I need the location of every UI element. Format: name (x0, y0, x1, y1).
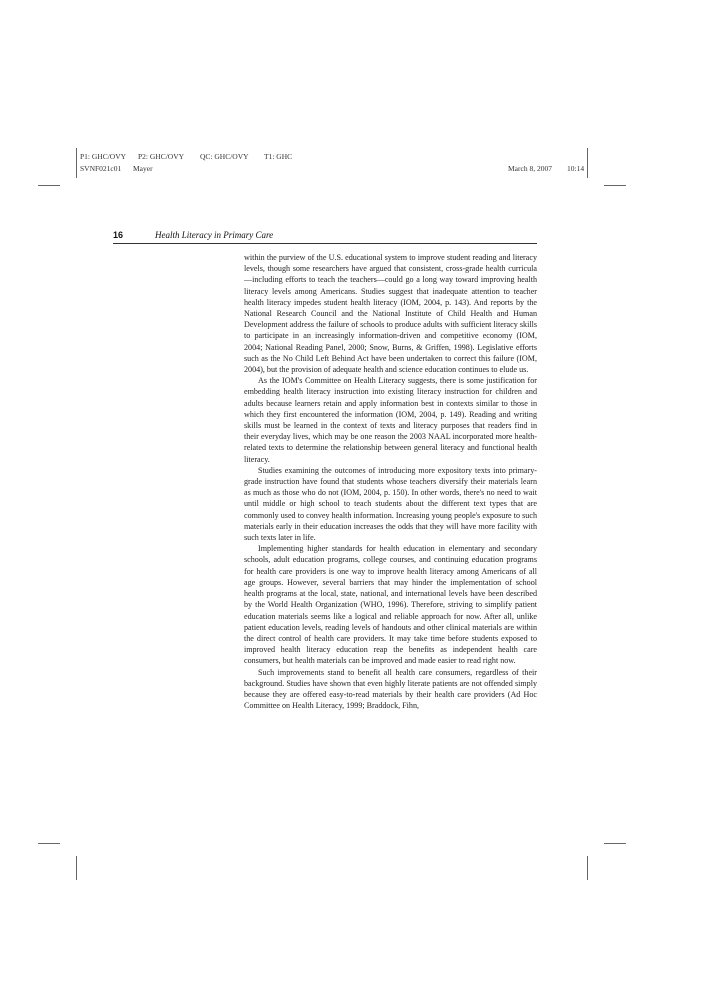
crop-mark-bottom-left-vertical (76, 856, 77, 880)
slug-time: 10:14 (567, 164, 585, 173)
crop-mark-bottom-right-horizontal (604, 843, 626, 844)
slug-t1: T1: GHC (264, 152, 293, 161)
crop-mark-top-right-vertical (587, 148, 588, 178)
crop-mark-bottom-right-vertical (587, 856, 588, 880)
slug-p2: P2: GHC/OVY (138, 152, 185, 161)
crop-mark-bottom-left-horizontal (38, 843, 60, 844)
paragraph-4: Implementing higher standards for health education in elementary and secondary schools, adult education programs, college courses, and continuing education programs for health care providers is one way to improve health literacy among Americans of all age groups. However, several barriers that may hinder the implementation of school health programs at the local, state, national, and international levels have been described by the World Health Organization (WHO, 1996). Therefore, striving to simplify patient education materials seems like a logical and reliable approach for now. After all, unlike patient education levels, reading levels of handouts and other clinical materials are within the direct control of health care providers. It may take time before students exposed to improved health literacy education reap the benefits as independent health care consumers, but health materials can be improved and made easier to read right now. (244, 544, 537, 666)
crop-mark-top-left-horizontal (38, 185, 60, 186)
running-head: Health Literacy in Primary Care (155, 230, 274, 240)
paragraph-2: As the IOM's Committee on Health Literacy suggests, there is some justification for embedding health literacy instruction into existing literacy instruction for children and adults because learners retain and apply information best in contexts similar to those in which they first encountered the information (IOM, 2004, p. 149). Reading and writing skills must be learned in the context of texts and literacy purposes that readers find in their everyday lives, which may be one reason the 2003 NAAL incorporated more health-related texts to determine the relationship between general literacy and functional health literacy. (244, 376, 537, 464)
slug-date: March 8, 2007 (508, 164, 552, 173)
page-number: 16 (113, 230, 124, 240)
paragraph-5: Such improvements stand to benefit all health care consumers, regardless of their background. Studies have shown that even highly literate patients are not offended simply because they are offered easy-to-read materials by their health care providers (Ad Hoc Committee on Health Literacy, 1999; Braddock, Fihn, (244, 667, 537, 711)
body-text (244, 252, 537, 711)
slug-author: Mayer (133, 164, 153, 173)
slug-code: SVNF021c01 (80, 164, 122, 173)
paragraph-3: Studies examining the outcomes of introducing more expository texts into primary-grade instruction have found that students whose teachers diversify their materials learn as much as those who do not (IOM, 2004, p. 150). In other words, there's no need to wait until middle or high school to teach students about the different text types that are commonly used to convey health information. Increasing young people's exposure to such materials early in their education increases the odds that they will have more facility with such texts later in life. (244, 465, 537, 543)
crop-mark-top-right-horizontal (604, 185, 626, 186)
slug-qc: QC: GHC/OVY (200, 152, 249, 161)
header-rule (113, 243, 537, 244)
paragraph-1: within the purview of the U.S. educational system to improve student reading and literacy levels, though some researchers have argued that consistent, cross-grade health curricula—including efforts to teach the teachers—could go a long way toward improving health literacy levels among Americans. Studies suggest that inadequate attention to teacher health literacy impedes student health literacy (IOM, 2004, p. 143). And reports by the National Research Council and the National Institute of Child Health and Human Development address the failure of schools to produce adults with sufficient literacy skills to participate in an increasingly information-driven and competitive economy (IOM, 2004; National Reading Panel, 2000; Snow, Burns, & Griffen, 1998). Legislative efforts such as the No Child Left Behind Act have been undertaken to correct this failure (IOM, 2004), but the provision of adequate health and science education continues to elude us. (244, 253, 537, 375)
crop-mark-top-left-vertical (76, 148, 77, 178)
slug-p1: P1: GHC/OVY (80, 152, 127, 161)
